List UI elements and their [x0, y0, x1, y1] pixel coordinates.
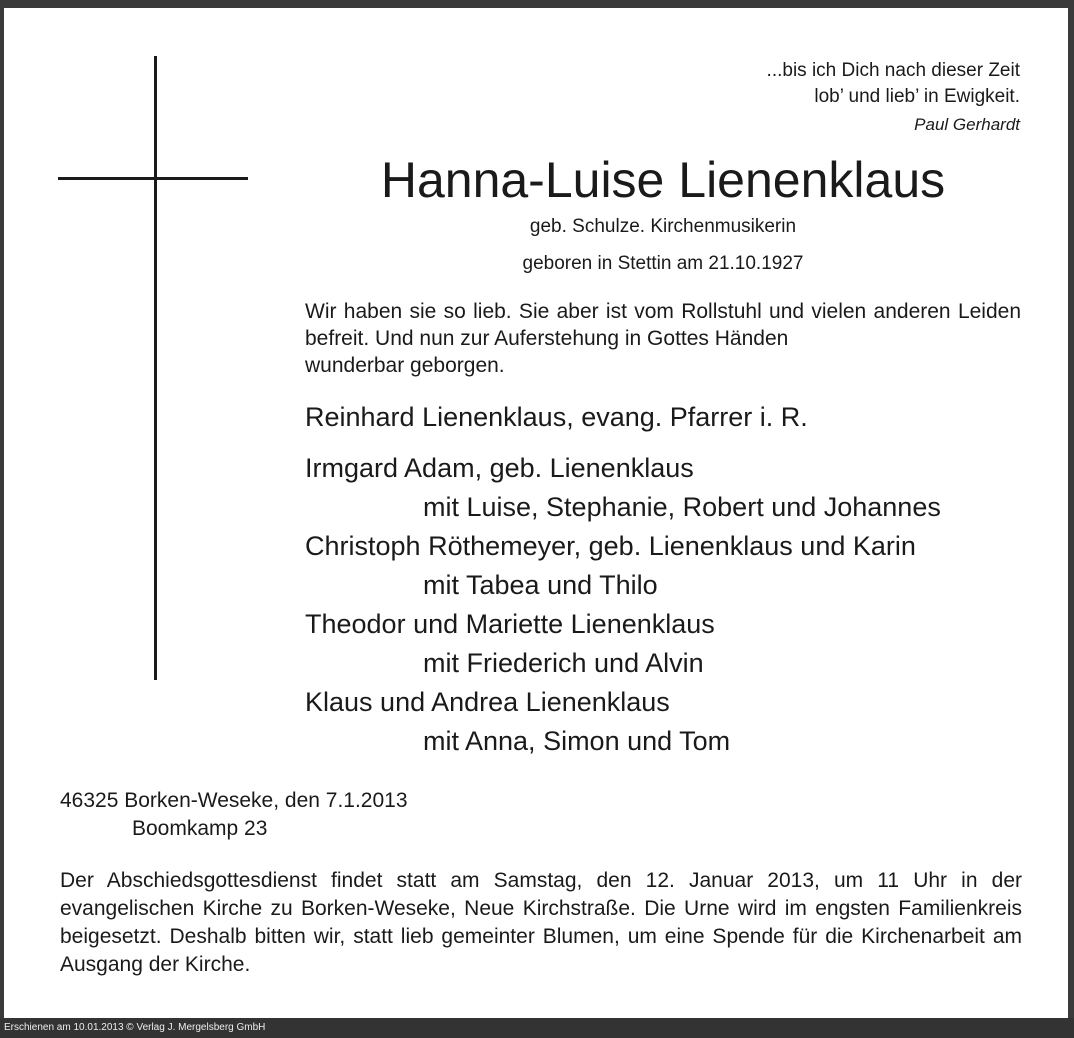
- cross-vertical-bar: [154, 56, 157, 680]
- family-first-name: Christoph: [305, 531, 421, 561]
- family-children: mit Anna, Simon und Tom: [423, 726, 731, 756]
- footer-credit: Erschienen am 10.01.2013 © Verlag J. Mergelsberg GmbH: [0, 1018, 1074, 1038]
- family-christoph: [305, 527, 1045, 605]
- family-first-name: Klaus: [305, 687, 373, 717]
- verse-text: [305, 298, 1021, 379]
- quote-line-2: lob’ und lieb’ in Ewigkeit.: [814, 86, 1020, 107]
- address-block: [60, 787, 408, 843]
- quote-author: Paul Gerhardt: [914, 115, 1020, 134]
- family-irmgard: [305, 449, 1045, 527]
- family-first-name: Reinhard: [305, 402, 415, 432]
- verse-line-1: Wir haben sie so lieb. Sie aber ist vom Rollstuhl und vielen anderen: [305, 300, 951, 323]
- deceased-born: geboren in Stettin am 21.10.1927: [522, 253, 804, 274]
- family-first-name: Irmgard: [305, 453, 399, 483]
- family-rest: und Mariette Lienenklaus: [405, 609, 715, 639]
- deceased-name: Hanna-Luise Lienenklaus: [380, 152, 946, 208]
- quote-line-1: ...bis ich Dich nach dieser Zeit: [766, 60, 1020, 81]
- service-text: Der Abschiedsgottesdienst findet statt am Samstag, den 12. Januar 2013, um 11 Uhr in der evangelischen Kirche zu Borken-Weseke, Neue Kirchstraße. Die Urne wird im engsten Familienkreis beigesetzt. Deshalb bitten wir, statt lieb gemeinter Blumen, um eine Spende für die Kirchenarbeit am Ausgang der Kirche.: [60, 869, 1022, 976]
- family-rest: Lienenklaus, evang. Pfarrer i. R.: [414, 402, 808, 432]
- address-street: Boomkamp 23: [132, 817, 268, 840]
- family-rest: und Andrea Lienenklaus: [372, 687, 670, 717]
- verse-line-3: wunderbar geborgen.: [305, 354, 505, 377]
- family-rest: Röthemeyer, geb. Lienenklaus und Karin: [420, 531, 916, 561]
- address-place-date: 46325 Borken-Weseke, den 7.1.2013: [60, 789, 408, 812]
- family-children: mit Friederich und Alvin: [423, 648, 704, 678]
- family-rest: Adam, geb. Lienenklaus: [398, 453, 694, 483]
- deceased-subtitle: geb. Schulze. Kirchenmusikerin: [529, 216, 797, 237]
- family-first-name: Theodor: [305, 609, 406, 639]
- family-klaus: [305, 683, 1045, 761]
- family-children: mit Luise, Stephanie, Robert und Johannes: [423, 492, 941, 522]
- family-reinhard: [305, 398, 1045, 437]
- quote-block: [767, 58, 1020, 138]
- family-children: mit Tabea und Thilo: [423, 570, 658, 600]
- family-theodor: [305, 605, 1045, 683]
- cross-horizontal-bar: [58, 177, 248, 180]
- verse-line-2: Leiden befreit. Und nun zur Auferstehung in Gottes Händen: [305, 300, 1021, 350]
